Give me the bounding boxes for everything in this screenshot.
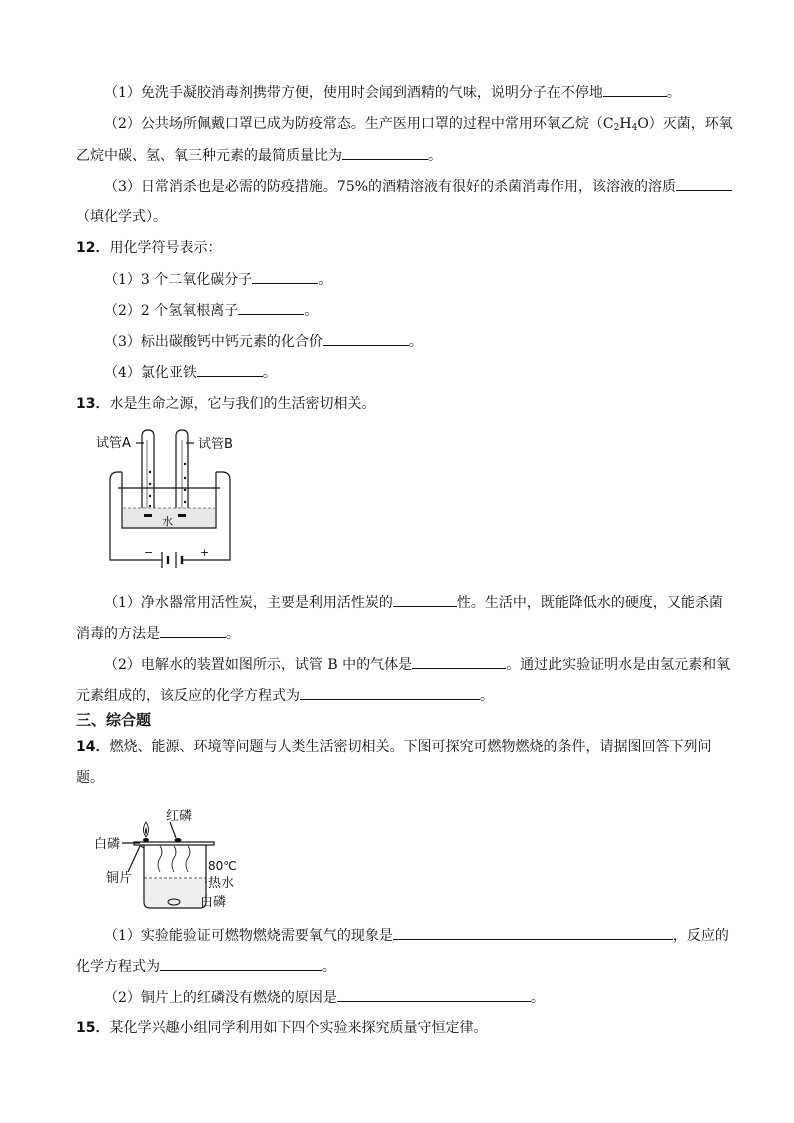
tube-b-label: 试管B	[198, 437, 233, 452]
electrolysis-apparatus-figure	[94, 428, 244, 583]
answer-blank[interactable]	[393, 925, 673, 940]
q13-part2: （2）电解水的装置如图所示，试管 B 中的气体是 。通过此实验证明水是由氢元素和氧	[104, 654, 730, 675]
answer-blank[interactable]	[676, 176, 732, 191]
q15-title: 15．某化学兴趣小组同学利用如下四个实验来探究质量守恒定律。	[76, 1020, 488, 1036]
q13-part2-cont: 元素组成的，该反应的化学方程式为 。	[76, 685, 494, 706]
answer-blank[interactable]	[160, 623, 226, 638]
section-heading: 三、综合题	[76, 711, 152, 729]
answer-blank[interactable]	[238, 300, 304, 315]
plus-label: +	[200, 546, 210, 559]
water-label: 水	[162, 515, 173, 528]
white-phosphorus-top-label: 白磷	[94, 837, 121, 852]
q12-item-3: （3）标出碳酸钙中钙元素的化合价 。	[104, 331, 423, 352]
white-phosphorus-bottom-label: 白磷	[200, 895, 227, 910]
tube-a-label: 试管A	[96, 436, 131, 451]
q14-title-cont: 题。	[76, 770, 104, 786]
q13-part1-cont: 消毒的方法是 。	[76, 623, 240, 644]
q14-part1: （1）实验能验证可燃物燃烧需要氧气的现象是 ，反应的	[104, 925, 729, 946]
answer-blank[interactable]	[323, 331, 409, 346]
answer-blank[interactable]	[337, 987, 531, 1002]
q11-part1: （1）免洗手凝胶消毒剂携带方便，使用时会闻到酒精的气味，说明分子在不停地 。	[104, 82, 681, 103]
q12-item-1: （1）3 个二氧化碳分子 。	[104, 269, 332, 290]
q11-part3-cont: （填化学式）。	[76, 209, 167, 225]
q14-part1-cont: 化学方程式为 。	[76, 956, 336, 977]
combustion-experiment-figure	[94, 800, 254, 915]
answer-blank[interactable]	[342, 145, 428, 160]
answer-blank[interactable]	[412, 654, 506, 669]
red-phosphorus-label: 红磷	[166, 809, 193, 824]
q13-title: 13．水是生命之源，它与我们的生活密切相关。	[76, 396, 376, 412]
answer-blank[interactable]	[300, 685, 480, 700]
q12-title: 12．用化学符号表示：	[76, 240, 222, 256]
q11-part3: （3）日常消杀也是必需的防疫措施。75%的酒精溶液有很好的杀菌消毒作用，该溶液的溶质	[104, 176, 732, 197]
answer-blank[interactable]	[393, 592, 457, 607]
answer-blank[interactable]	[197, 362, 263, 377]
answer-blank[interactable]	[160, 956, 322, 971]
answer-blank[interactable]	[252, 269, 318, 284]
q13-part1: （1）净水器常用活性炭，主要是利用活性炭的 性。生活中，既能降低水的硬度，又能杀菌	[104, 592, 723, 613]
q12-item-2: （2）2 个氢氧根离子 。	[104, 300, 318, 321]
minus-label: −	[144, 546, 154, 559]
q14-part2: （2）铜片上的红磷没有燃烧的原因是 。	[104, 987, 545, 1008]
q11-part2: （2）公共场所佩戴口罩已成为防疫常态。生产医用口罩的过程中常用环氧乙烷$(C_2H_4O)$灭菌，环氧	[104, 116, 733, 133]
hot-water-label: 热水	[208, 876, 235, 891]
q11-part2-cont: 乙烷中碳、氢、氧三种元素的最简质量比为 。	[76, 145, 442, 166]
q14-title: 14．燃烧、能源、环境等问题与人类生活密切相关。下图可探究可燃物燃烧的条件，请据图回答下列问	[76, 739, 712, 755]
answer-blank[interactable]	[603, 82, 667, 97]
copper-plate-label: 铜片	[106, 871, 133, 886]
q12-item-4: （4）氯化亚铁 。	[104, 362, 277, 383]
temperature-label: 80℃	[208, 859, 237, 873]
